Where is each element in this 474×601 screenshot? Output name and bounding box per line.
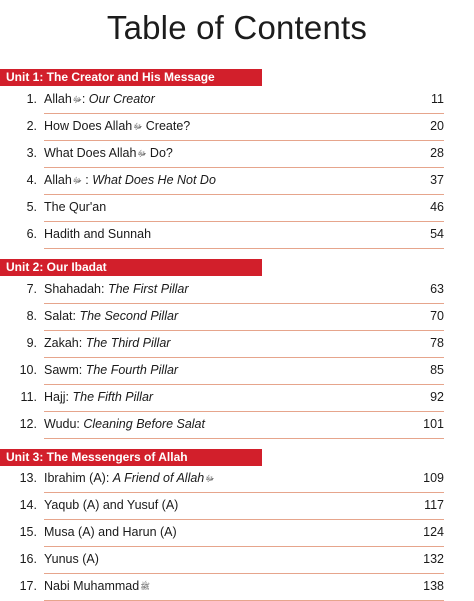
toc-entry[interactable] — [0, 88, 474, 114]
unit-3-header: Unit 3: The Messengers of Allah — [0, 449, 262, 466]
entry-page-number: 85 — [430, 363, 444, 377]
entry-number: 15. — [19, 525, 37, 539]
entry-number: 11. — [20, 390, 37, 404]
entry-divider — [44, 194, 444, 195]
entry-divider — [44, 248, 444, 249]
entry-number: 17. — [19, 579, 37, 593]
entry-divider — [44, 519, 444, 520]
entry-number: 14. — [19, 498, 37, 512]
entry-title: How Does Allahﷻ Create? — [44, 119, 191, 133]
toc-entry[interactable] — [0, 305, 474, 331]
entry-page-number: 11 — [431, 92, 444, 106]
unit-1-header: Unit 1: The Creator and His Message — [0, 69, 262, 86]
toc-entry[interactable] — [0, 278, 474, 304]
unit-2-header: Unit 2: Our Ibadat — [0, 259, 262, 276]
page-title: Table of Contents — [106, 9, 368, 46]
entry-title: Yunus (A) — [44, 552, 99, 566]
entry-page-number: 37 — [430, 173, 444, 187]
toc-entry[interactable] — [0, 223, 474, 249]
toc-entry[interactable] — [0, 142, 474, 168]
entry-page-number: 28 — [430, 146, 444, 160]
entry-title: Musa (A) and Harun (A) — [44, 525, 177, 539]
entry-page-number: 138 — [423, 579, 444, 593]
entry-divider — [44, 221, 444, 222]
entry-number: 16. — [19, 552, 37, 566]
entry-number: 5. — [26, 200, 37, 214]
toc-entry[interactable] — [0, 413, 474, 439]
entry-divider — [44, 113, 444, 114]
entry-number: 2. — [26, 119, 37, 133]
entry-number: 8. — [26, 309, 37, 323]
entry-title: The Qur'an — [44, 200, 107, 214]
entry-number: 6. — [26, 227, 37, 241]
entry-number: 12. — [19, 417, 37, 431]
entry-divider — [44, 357, 444, 358]
entry-page-number: 63 — [430, 282, 444, 296]
entry-title: Hajj: The Fifth Pillar — [44, 390, 154, 404]
entry-title: Sawm: The Fourth Pillar — [44, 363, 179, 377]
toc-entry[interactable] — [0, 575, 474, 601]
entry-number: 13. — [19, 471, 37, 485]
entry-title: What Does Allahﷻ Do? — [44, 146, 173, 160]
toc-entry[interactable] — [0, 115, 474, 141]
entry-divider — [44, 438, 444, 439]
entry-page-number: 70 — [430, 309, 444, 323]
entry-page-number: 54 — [430, 227, 444, 241]
entry-title: Salat: The Second Pillar — [44, 309, 179, 323]
entry-divider — [44, 140, 444, 141]
entry-number: 3. — [26, 146, 37, 160]
toc-entry[interactable] — [0, 169, 474, 195]
entry-divider — [44, 167, 444, 168]
entry-page-number: 20 — [430, 119, 444, 133]
toc-entry[interactable] — [0, 467, 474, 493]
toc-entry[interactable] — [0, 548, 474, 574]
entry-number: 7. — [26, 282, 37, 296]
entry-page-number: 124 — [423, 525, 444, 539]
entry-title: Shahadah: The First Pillar — [44, 282, 189, 296]
entry-title: Hadith and Sunnah — [44, 227, 152, 241]
entry-page-number: 101 — [423, 417, 444, 431]
entry-page-number: 92 — [430, 390, 444, 404]
entry-page-number: 46 — [430, 200, 444, 214]
entry-title: Allahﷻ: Our Creator — [44, 92, 155, 106]
entry-number: 4. — [26, 173, 37, 187]
entry-divider — [44, 546, 444, 547]
toc-entry[interactable] — [0, 494, 474, 520]
entry-divider — [44, 411, 444, 412]
entry-divider — [44, 573, 444, 574]
entry-number: 9. — [26, 336, 37, 350]
entry-title: Wudu: Cleaning Before Salat — [44, 417, 205, 431]
entry-title: Zakah: The Third Pillar — [44, 336, 171, 350]
entry-title: Allahﷻ : What Does He Not Do — [44, 173, 216, 187]
entry-title: Nabi Muhammadﷺ — [44, 579, 150, 593]
entry-divider — [44, 384, 444, 385]
entry-page-number: 78 — [430, 336, 444, 350]
toc-entry[interactable] — [0, 359, 474, 385]
entry-page-number: 132 — [423, 552, 444, 566]
toc-entry[interactable] — [0, 196, 474, 222]
entry-number: 1. — [26, 92, 37, 106]
entry-number: 10. — [19, 363, 37, 377]
toc-entry[interactable] — [0, 386, 474, 412]
toc-entry[interactable] — [0, 332, 474, 358]
entry-page-number: 117 — [424, 498, 444, 512]
entry-divider — [44, 330, 444, 331]
entry-divider — [44, 303, 444, 304]
entry-divider — [44, 492, 444, 493]
entry-page-number: 109 — [423, 471, 444, 485]
entry-title: Yaqub (A) and Yusuf (A) — [44, 498, 179, 512]
entry-title: Ibrahim (A): A Friend of Allahﷻ — [44, 471, 215, 485]
toc-entry[interactable] — [0, 521, 474, 547]
